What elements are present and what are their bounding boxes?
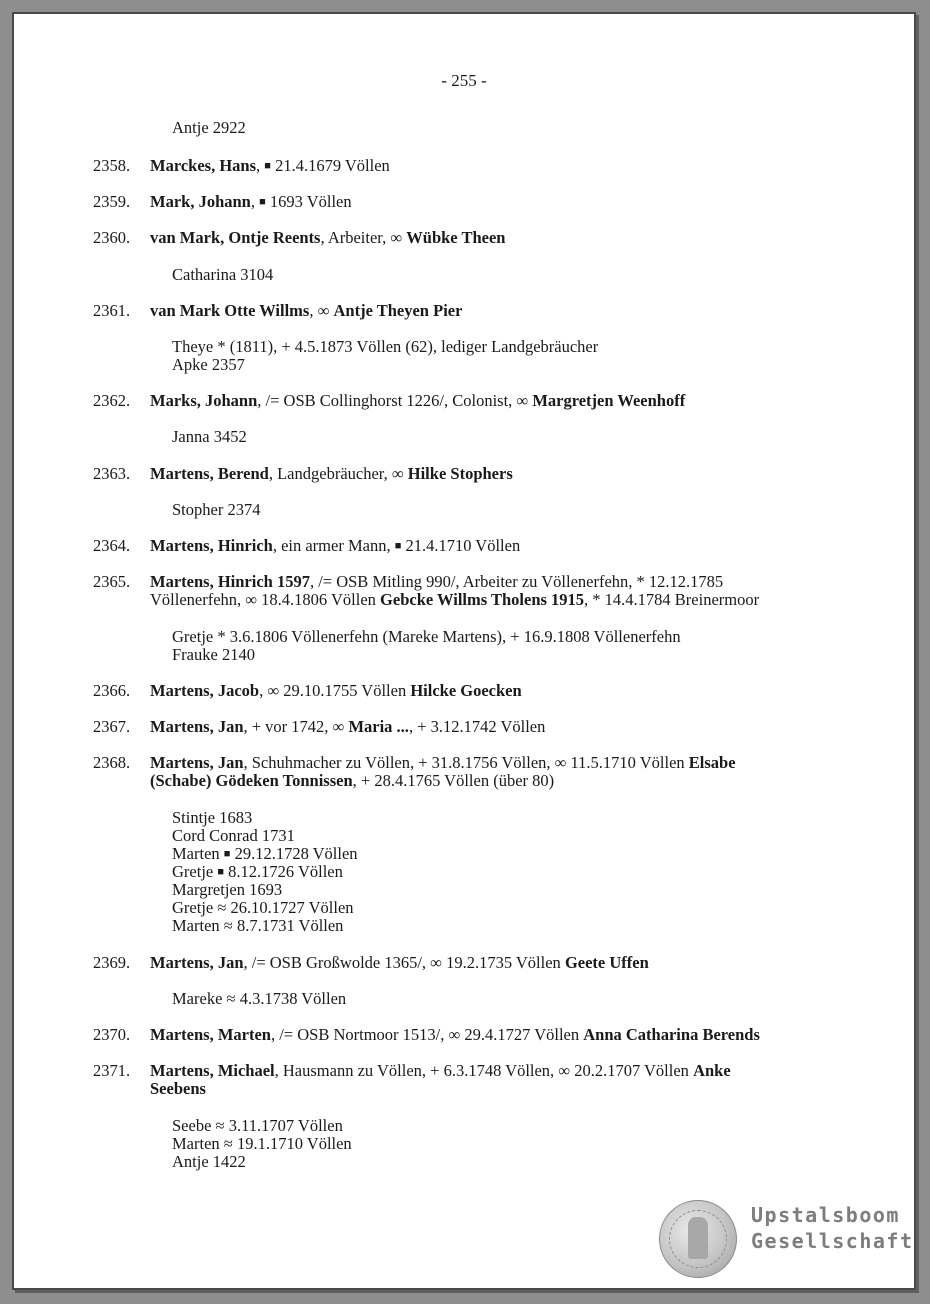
child-entry: Gretje * 3.6.1806 Völlenerfehn (Mareke Martens), + 16.9.1808 Völlenerfehn <box>172 627 681 646</box>
entry-text: Martens, Hinrich 1597, /= OSB Mitling 990/, Arbeiter zu Völlenerfehn, * 12.12.1785 <box>150 572 724 591</box>
child-entry: Cord Conrad 1731 <box>172 826 295 845</box>
child-entry: Theye * (1811), + 4.5.1873 Völlen (62), lediger Landgebräucher <box>172 337 599 356</box>
entry-number: 2369. <box>93 953 131 972</box>
page-number: - 255 - <box>441 71 487 90</box>
child-entry: Marten ≈ 8.7.1731 Völlen <box>172 916 344 935</box>
entry-number: 2365. <box>93 572 131 591</box>
document-page <box>12 12 916 1290</box>
child-entry: Stintje 1683 <box>172 808 253 827</box>
entry-text: Martens, Jacob, ∞ 29.10.1755 Völlen Hilcke Goecken <box>150 681 522 700</box>
entry-text: Mark, Johann, ■ 1693 Völlen <box>150 192 352 211</box>
burial-icon: ■ <box>217 866 225 878</box>
entry-number: 2367. <box>93 717 131 736</box>
entry-number: 2360. <box>93 228 131 247</box>
burial-icon: ■ <box>259 196 266 208</box>
entry-text: van Mark Otte Willms, ∞ Antje Theyen Pier <box>150 301 463 320</box>
entry-text: Martens, Michael, Hausmann zu Völlen, + 6.3.1748 Völlen, ∞ 20.2.1707 Völlen Anke <box>150 1061 731 1080</box>
entry-text: van Mark, Ontje Reents, Arbeiter, ∞ Wübke Theen <box>150 228 506 247</box>
entry-text: Völlenerfehn, ∞ 18.4.1806 Völlen Gebcke Willms Tholens 1915, * 14.4.1784 Breinermoor <box>150 590 760 609</box>
entry-text: Martens, Marten, /= OSB Nortmoor 1513/, ∞ 29.4.1727 Völlen Anna Catharina Berends <box>150 1025 760 1044</box>
entry-text: Martens, Jan, /= OSB Großwolde 1365/, ∞ 19.2.1735 Völlen Geete Uffen <box>150 953 649 972</box>
burial-icon: ■ <box>223 848 231 860</box>
child-entry: Janna 3452 <box>172 427 247 446</box>
burial-icon: ■ <box>394 540 402 552</box>
entry-number: 2368. <box>93 753 131 772</box>
seal-icon <box>659 1200 737 1278</box>
entry-number: 2364. <box>93 536 131 555</box>
child-entry: Seebe ≈ 3.11.1707 Völlen <box>172 1116 343 1135</box>
child-entry: Margretjen 1693 <box>172 880 283 899</box>
entry-text: Martens, Berend, Landgebräucher, ∞ Hilke Stophers <box>150 464 513 483</box>
entry-text: Martens, Jan, + vor 1742, ∞ Maria ..., + 3.12.1742 Völlen <box>150 717 546 736</box>
child-entry: Antje 2922 <box>172 118 246 137</box>
child-entry: Marten ≈ 19.1.1710 Völlen <box>172 1134 352 1153</box>
entry-number: 2358. <box>93 156 131 175</box>
child-entry: Marten ■ 29.12.1728 Völlen <box>172 844 358 863</box>
entry-number: 2371. <box>93 1061 131 1080</box>
entry-number: 2363. <box>93 464 131 483</box>
entry-number: 2362. <box>93 391 131 410</box>
entry-text: (Schabe) Gödeken Tonnissen, + 28.4.1765 Völlen (über 80) <box>150 771 555 790</box>
child-entry: Mareke ≈ 4.3.1738 Völlen <box>172 989 347 1008</box>
society-logo <box>659 1200 914 1280</box>
child-entry: Stopher 2374 <box>172 500 261 519</box>
entry-text: Martens, Hinrich, ein armer Mann, ■ 21.4.1710 Völlen <box>150 536 521 555</box>
entry-text: Marks, Johann, /= OSB Collinghorst 1226/, Colonist, ∞ Margretjen Weenhoff <box>150 391 686 410</box>
logo-text-line2: Gesellschaft <box>751 1229 914 1253</box>
entry-text: Martens, Jan, Schuhmacher zu Völlen, + 31.8.1756 Völlen, ∞ 11.5.1710 Völlen Elsabe <box>150 753 736 772</box>
entry-number: 2370. <box>93 1025 131 1044</box>
child-entry: Antje 1422 <box>172 1152 246 1171</box>
child-entry: Frauke 2140 <box>172 645 255 664</box>
entry-text: Marckes, Hans, ■ 21.4.1679 Völlen <box>150 156 390 175</box>
logo-text-line1: Upstalsboom <box>751 1203 900 1227</box>
entry-text: Seebens <box>150 1079 206 1098</box>
child-entry: Catharina 3104 <box>172 265 274 284</box>
child-entry: Gretje ■ 8.12.1726 Völlen <box>172 862 343 881</box>
child-entry: Gretje ≈ 26.10.1727 Völlen <box>172 898 354 917</box>
entry-number: 2366. <box>93 681 131 700</box>
burial-icon: ■ <box>264 160 271 172</box>
child-entry: Apke 2357 <box>172 355 245 374</box>
entry-number: 2359. <box>93 192 131 211</box>
entry-number: 2361. <box>93 301 131 320</box>
